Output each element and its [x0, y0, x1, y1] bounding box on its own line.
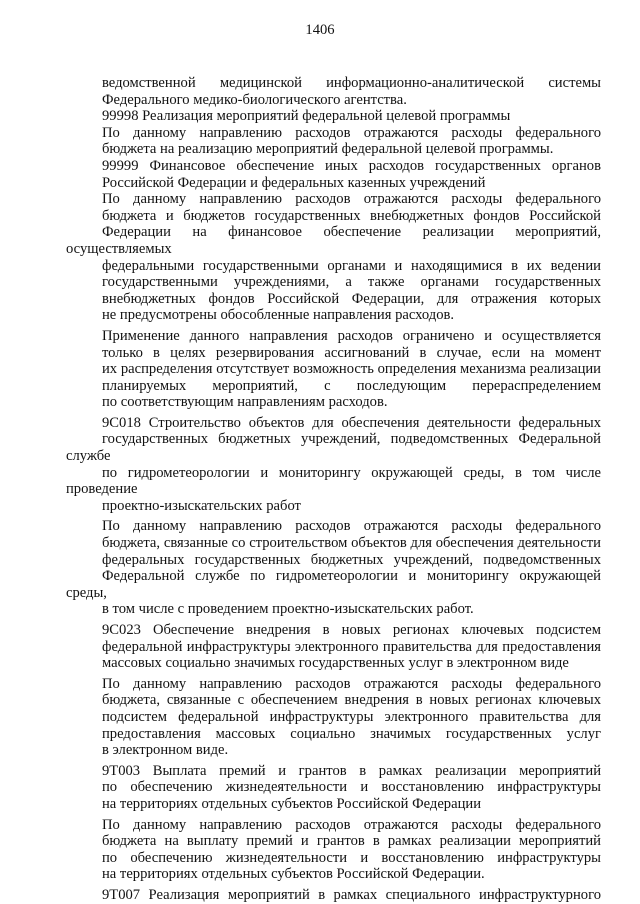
- paragraph: [66, 676, 601, 759]
- text-line: бюджета на выплату премий и грантов в рамках реализации мероприятий: [102, 833, 601, 850]
- paragraph: [66, 108, 601, 125]
- text-line: только в целях резервирования ассигнований в случае, если на момент: [102, 344, 601, 361]
- page-number: 1406: [305, 22, 335, 38]
- text-line: на территориях отдельных субъектов Российской Федерации.: [102, 866, 485, 883]
- text-line: предоставления массовых социально значимых государственных услуг: [102, 725, 601, 742]
- text-line: Российской Федерации и федеральных казенных учреждений: [102, 174, 486, 191]
- paragraph: [66, 75, 601, 108]
- paragraph: [66, 622, 601, 672]
- text-line: на территориях отдельных субъектов Российской Федерации: [102, 795, 482, 812]
- text-line: Федерального медико-биологического агентства.: [102, 91, 407, 108]
- text-line: Федерации на финансовое обеспечение реализации мероприятий, осуществляемых: [66, 224, 601, 257]
- text-line: государственными учреждениями, а также органами государственных: [102, 274, 601, 291]
- text-line: по обеспечению жизнедеятельности и восстановлению инфраструктуры: [102, 849, 601, 866]
- text-line: 99998 Реализация мероприятий федеральной целевой программы: [102, 108, 511, 125]
- paragraph: [66, 763, 601, 813]
- text-line: 9С018 Строительство объектов для обеспечения деятельности федеральных: [102, 414, 601, 431]
- paragraph: [66, 817, 601, 883]
- text-line: По данному направлению расходов отражаются расходы федерального: [102, 675, 601, 692]
- text-line: федеральной инфраструктуры электронного правительства для предоставления: [102, 638, 601, 655]
- paragraph: [66, 158, 601, 191]
- text-line: проектно-изыскательских работ: [102, 497, 301, 514]
- text-line: подсистем федеральной инфраструктуры электронного правительства для: [102, 708, 601, 725]
- text-line: бюджета, связанные со строительством объектов для обеспечения деятельности: [102, 535, 601, 552]
- text-line: бюджета на реализацию мероприятий федеральной целевой программы.: [102, 141, 554, 158]
- text-line: по соответствующим направлениям расходов.: [102, 394, 388, 411]
- text-line: Федеральной службе по гидрометеорологии и мониторингу окружающей среды,: [66, 568, 601, 601]
- paragraph: [66, 887, 601, 904]
- paragraph: [66, 328, 601, 411]
- text-line: 9С023 Обеспечение внедрения в новых регионах ключевых подсистем: [102, 622, 601, 638]
- text-line: 9Т003 Выплата премий и грантов в рамках реализации мероприятий: [102, 762, 601, 779]
- text-line: государственных бюджетных учреждений, подведомственных Федеральной службе: [66, 431, 601, 465]
- text-line: По данному направлению расходов отражаются расходы федерального: [102, 518, 601, 535]
- text-line: 99999 Финансовое обеспечение иных расходов государственных органов: [102, 157, 601, 174]
- text-line: не предусмотрены обособленные направления расходов.: [102, 307, 455, 324]
- text-line: 9Т007 Реализация мероприятий в рамках специального инфраструктурного: [102, 886, 601, 903]
- text-line: Применение данного направления расходов ограничено и осуществляется: [102, 327, 601, 344]
- text-line: федеральных государственных бюджетных учреждений, подведомственных: [102, 551, 601, 568]
- text-line: По данному направлению расходов отражаются расходы федерального: [102, 124, 601, 141]
- text-line: ведомственной медицинской информационно-аналитической системы: [102, 75, 601, 91]
- text-line: планируемых мероприятий, с последующим перераспределением: [102, 377, 601, 394]
- paragraph: [66, 518, 601, 618]
- text-line: их распределения отсутствует возможность определения механизма реализации: [102, 361, 601, 378]
- text-line: бюджета и бюджетов государственных внебюджетных фондов Российской: [102, 207, 601, 224]
- text-line: По данному направлению расходов отражаются расходы федерального: [102, 816, 601, 833]
- text-line: в том числе с проведением проектно-изыскательских работ.: [102, 601, 474, 618]
- paragraph: [66, 191, 601, 324]
- text-line: по гидрометеорологии и мониторингу окружающей среды, в том числе проведение: [66, 464, 601, 498]
- text-line: бюджета, связанные с обеспечением внедрения в новых регионах ключевых: [102, 692, 601, 709]
- text-line: массовых социально значимых государственных услуг в электронном виде: [102, 655, 569, 672]
- paragraph: [66, 415, 601, 515]
- text-line: в электронном виде.: [102, 742, 229, 759]
- text-line: По данному направлению расходов отражаются расходы федерального: [102, 191, 601, 208]
- text-line: федеральными государственными органами и находящимися в их ведении: [102, 257, 601, 274]
- paragraph: [66, 125, 601, 158]
- text-line: внебюджетных фондов Российской Федерации, для отражения которых: [102, 290, 601, 307]
- text-line: по обеспечению жизнедеятельности и восстановлению инфраструктуры: [102, 779, 601, 796]
- document-body: [66, 75, 601, 904]
